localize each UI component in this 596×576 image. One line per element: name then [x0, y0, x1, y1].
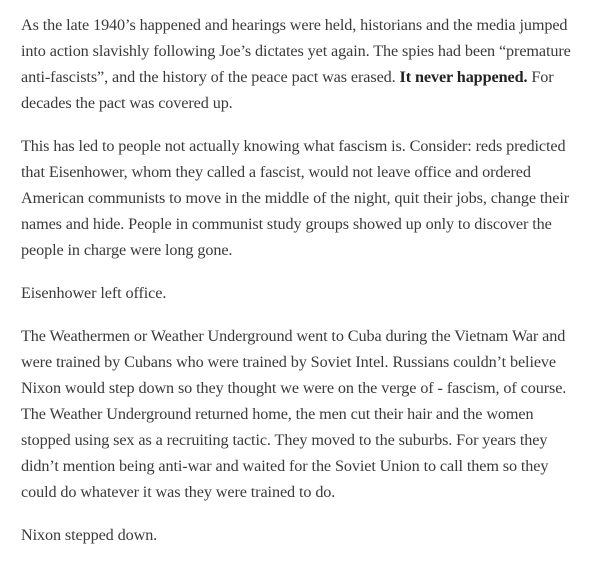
- paragraph-1-emphasis: It never happened.: [399, 68, 528, 86]
- paragraph-1-text-a: As the late 1940’s happened and hearings were held, historians and the media jumped into action slavishly following Joe’s dictates yet again. The spies had been “premature anti-fascists”, and the history of the peace pact was erased.: [21, 16, 571, 86]
- paragraph-1-text-b: For decades the pact was covered up.: [21, 68, 554, 112]
- paragraph-3: Eisenhower left office.: [21, 284, 167, 302]
- paragraph-1: [21, 12, 581, 116]
- paragraph-4: The Weathermen or Weather Underground went to Cuba during the Vietnam War and were trained by Cubans who were trained by Soviet Intel. Russians couldn’t believe Nixon would step down so they thought we were on the verge of - fascism, of course. The Weather Underground returned home, the men cut their hair and the women stopped using sex as a recruiting tactic. They moved to the suburbs. For years they didn’t mention being anti-war and waited for the Soviet Union to call them so they could do whatever it was they were trained to do.: [21, 327, 567, 501]
- paragraph-2: This has led to people not actually knowing what fascism is. Consider: reds predicted that Eisenhower, whom they called a fascist, would not leave office and ordered American communists to move in the middle of the night, quit their jobs, change their names and hide. People in communist study groups showed up only to discover the people in charge were long gone.: [21, 137, 570, 259]
- paragraph-5: Nixon stepped down.: [21, 526, 158, 544]
- article-body: [21, 12, 581, 565]
